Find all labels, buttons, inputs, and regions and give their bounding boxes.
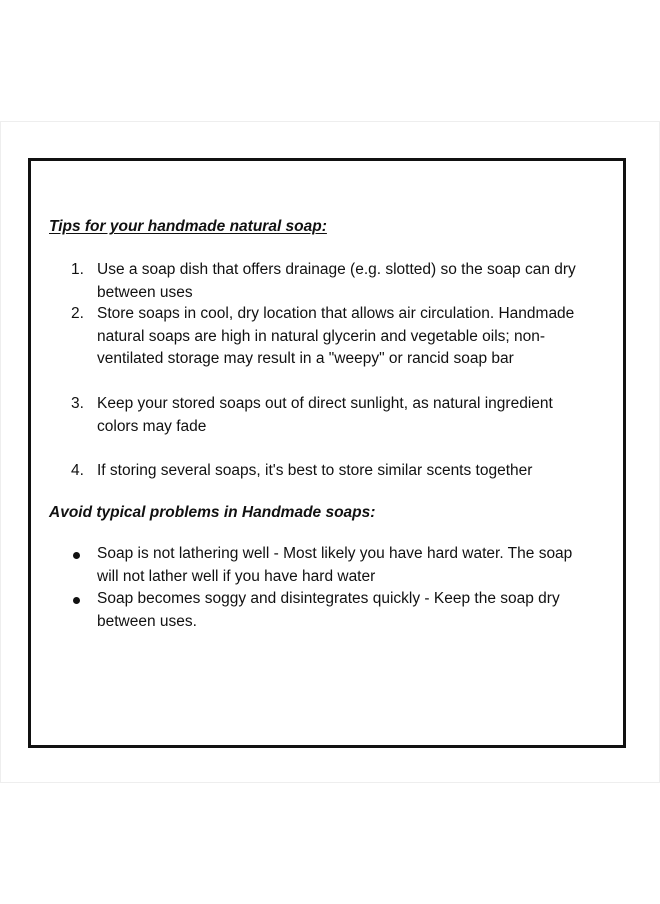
tip-number: 1. [71, 261, 84, 278]
tip-number: 3. [71, 395, 84, 412]
bullet-icon [73, 552, 80, 559]
problem-text: Soap becomes soggy and disintegrates quickly - Keep the soap dry between uses. [97, 590, 560, 630]
bullet-icon [73, 597, 80, 604]
tip-number: 4. [71, 462, 84, 479]
problem-text: Soap is not lathering well - Most likely you have hard water. The soap will not lather well if you have hard water [97, 545, 573, 585]
tip-text: Keep your stored soaps out of direct sunlight, as natural ingredient colors may fade [97, 395, 553, 435]
tip-text: If storing several soaps, it's best to store similar scents together [97, 462, 533, 479]
soap-tips-card [28, 158, 626, 748]
tip-number: 2. [71, 305, 84, 322]
problems-heading: Avoid typical problems in Handmade soaps: [49, 504, 376, 521]
tips-heading: Tips for your handmade natural soap: [49, 218, 327, 235]
tip-text: Use a soap dish that offers drainage (e.g. slotted) so the soap can dry between uses [97, 261, 576, 301]
tip-text: Store soaps in cool, dry location that allows air circulation. Handmade natural soaps are high in natural glycerin and vegetable oils; non-ventilated storage may result in a "weepy" or rancid soap bar [97, 305, 575, 367]
